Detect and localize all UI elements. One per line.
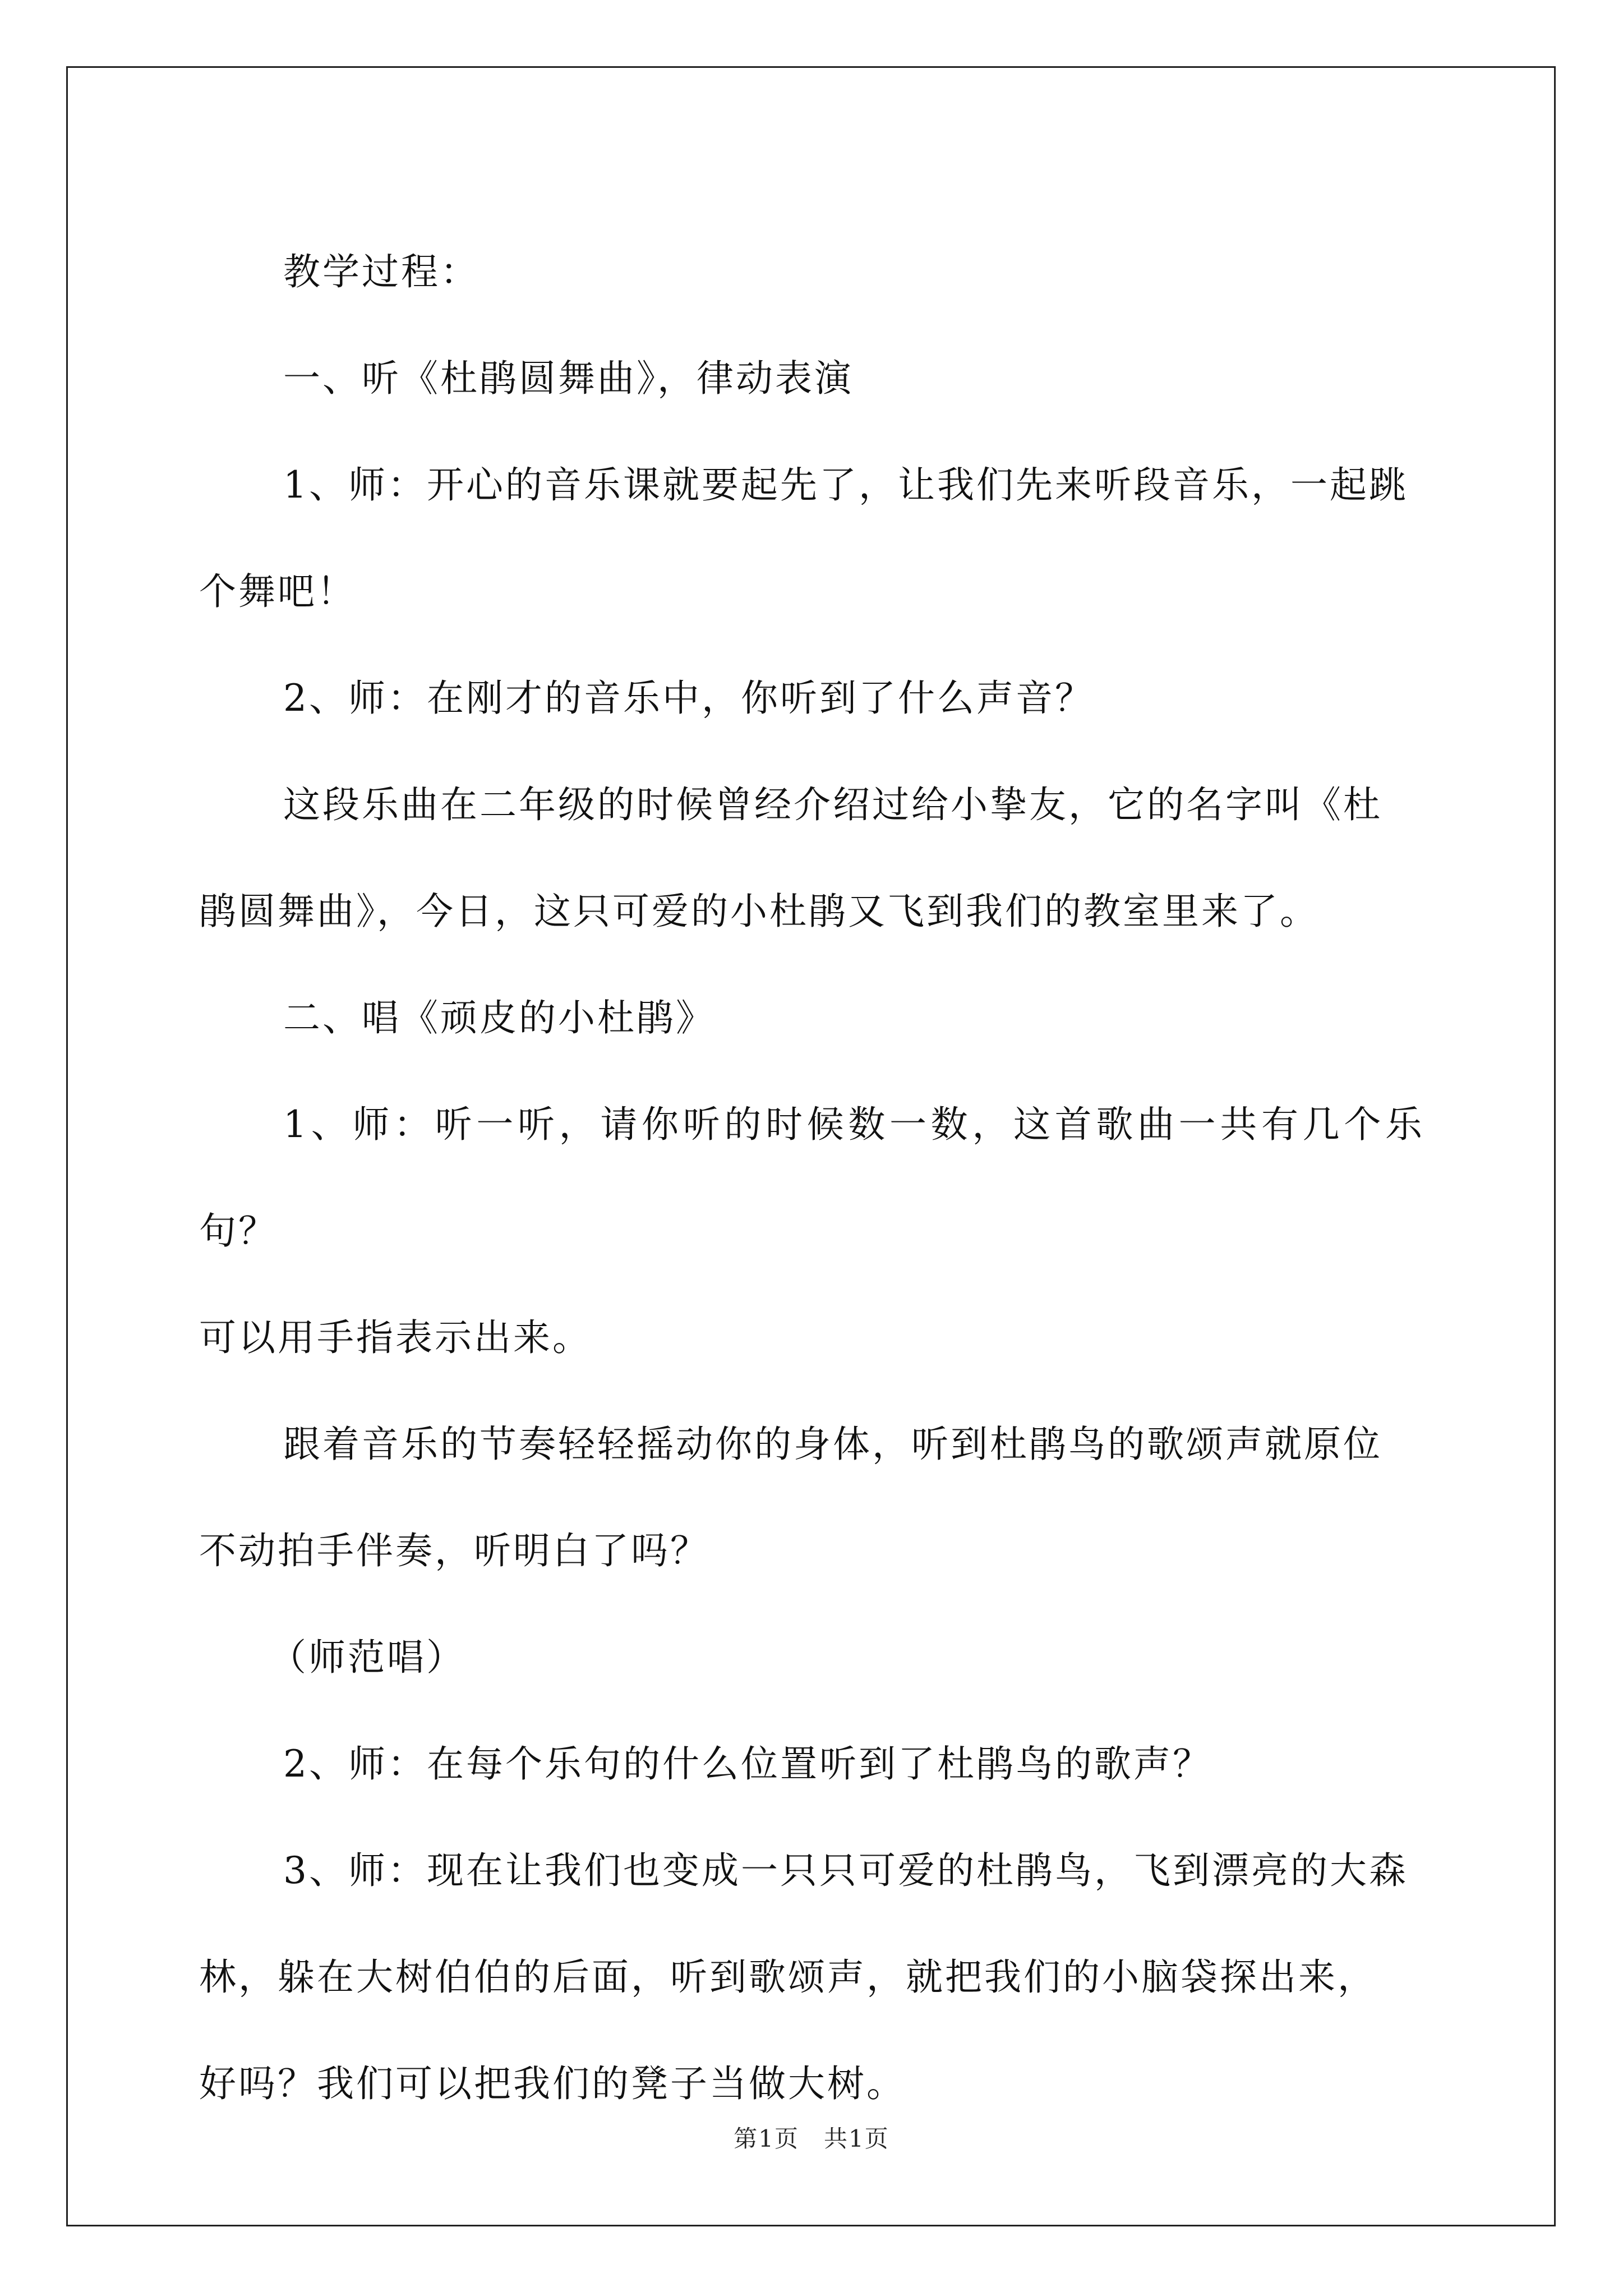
text-line: 教学过程：: [283, 250, 479, 293]
paragraph-step-2: [199, 645, 1424, 752]
text-line: （师范唱）: [269, 1636, 465, 1679]
paragraph-section-two-title: [199, 965, 1424, 1071]
paragraph-rhythm-instruction: [199, 1391, 1424, 1604]
text-line: 二、唱《顽皮的小杜鹃》: [283, 996, 715, 1039]
text-line: 好吗？我们可以把我们的凳子当做大树。: [199, 2062, 906, 2105]
text-line: 1、师：开心的音乐课就要起先了，让我们先来听段音乐，一起跳: [283, 463, 1408, 507]
paragraph-sing-step-2: [199, 1711, 1424, 1818]
paragraph-sing-step-3: [199, 1818, 1424, 2137]
text-line: 林，躲在大树伯伯的后面，听到歌颂声，就把我们的小脑袋探出来，: [199, 1955, 1377, 1999]
text-line: 可以用手指表示出来。: [199, 1316, 592, 1359]
text-line: 跟着音乐的节奏轻轻摇动你的身体，听到杜鹃鸟的歌颂声就原位: [283, 1423, 1382, 1466]
paragraph-heading-process: [199, 219, 1424, 325]
page-number-footer: 第1页 共1页: [734, 2125, 889, 2152]
text-line: 2、师：在每个乐句的什么位置听到了杜鹃鸟的歌声？: [283, 1742, 1212, 1786]
text-line: 这段乐曲在二年级的时候曾经介绍过给小挚友，它的名字叫《杜: [283, 783, 1382, 826]
paragraph-section-one-title: [199, 325, 1424, 432]
text-line: 鹃圆舞曲》，今日，这只可爱的小杜鹃又飞到我们的教室里来了。: [199, 890, 1319, 933]
document-body: [199, 219, 1424, 2137]
text-line: 一、听《杜鹃圆舞曲》，律动表演: [283, 357, 854, 400]
paragraph-intro-piece: [199, 752, 1424, 965]
paragraph-teacher-demo: [199, 1604, 1424, 1711]
text-line: 1、师：听一听，请你听的时候数一数，这首歌曲一共有几个乐句？: [199, 1103, 1424, 1253]
text-line: 个舞吧！: [199, 570, 356, 613]
text-line: 不动拍手伴奏，听明白了吗？: [199, 1529, 709, 1572]
paragraph-step-1: [199, 432, 1424, 645]
text-line: 2、师：在刚才的音乐中，你听到了什么声音？: [283, 677, 1094, 720]
paragraph-sing-step-1: [199, 1071, 1424, 1391]
text-line: 3、师：现在让我们也变成一只只可爱的杜鹃鸟，飞到漂亮的大森: [283, 1849, 1408, 1892]
